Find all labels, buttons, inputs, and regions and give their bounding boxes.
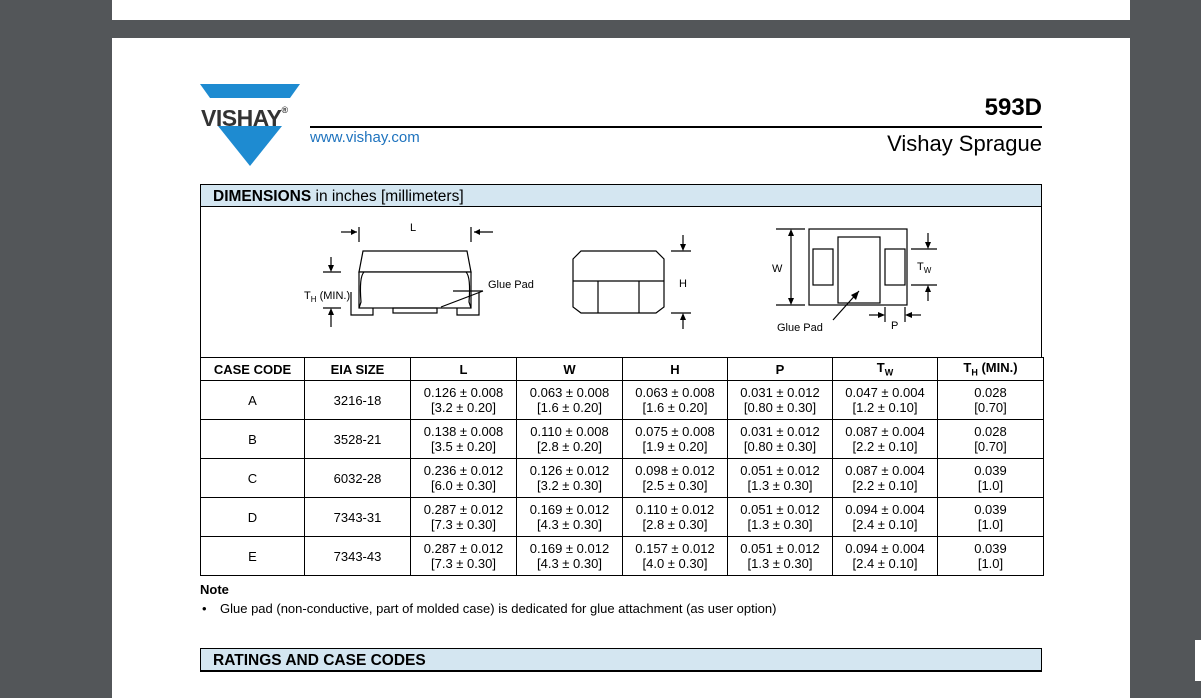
- label-glue-pad-side: Glue Pad: [488, 279, 534, 291]
- logo-wordmark: VISHAY®: [201, 105, 288, 131]
- table-row: [201, 498, 1044, 537]
- table-cell: 0.098 ± 0.012 [2.5 ± 0.30]: [623, 459, 728, 498]
- ratings-section-title: RATINGS AND CASE CODES: [200, 648, 1042, 671]
- previous-page: [112, 0, 1130, 20]
- table-cell: B: [201, 420, 305, 459]
- table-cell: 6032-28: [305, 459, 411, 498]
- table-cell: 0.287 ± 0.012 [7.3 ± 0.30]: [411, 537, 517, 576]
- table-cell: 0.039 [1.0]: [938, 459, 1044, 498]
- table-cell: 0.039 [1.0]: [938, 498, 1044, 537]
- table-cell: 0.087 ± 0.004 [2.2 ± 0.10]: [833, 459, 938, 498]
- scrollbar-thumb[interactable]: [1195, 640, 1201, 681]
- table-cell: D: [201, 498, 305, 537]
- table-row: [201, 459, 1044, 498]
- table-cell: 0.138 ± 0.008 [3.5 ± 0.20]: [411, 420, 517, 459]
- label-th-min: $T_H$ (MIN.): [304, 290, 351, 304]
- table-cell: 7343-43: [305, 537, 411, 576]
- table-cell: 0.031 ± 0.012 [0.80 ± 0.30]: [728, 381, 833, 420]
- column-header: W: [517, 358, 623, 381]
- table-cell: 0.039 [1.0]: [938, 537, 1044, 576]
- table-cell: 7343-31: [305, 498, 411, 537]
- table-row: [201, 420, 1044, 459]
- table-cell: 0.047 ± 0.004 [1.2 ± 0.10]: [833, 381, 938, 420]
- dimension-drawing: [201, 207, 1043, 357]
- table-cell: 0.169 ± 0.012 [4.3 ± 0.30]: [517, 498, 623, 537]
- table-cell: 0.063 ± 0.008 [1.6 ± 0.20]: [623, 381, 728, 420]
- table-cell: 0.169 ± 0.012 [4.3 ± 0.30]: [517, 537, 623, 576]
- dimensions-section-title: DIMENSIONS in inches [millimeters]: [200, 184, 1042, 207]
- table-cell: 0.075 ± 0.008 [1.9 ± 0.20]: [623, 420, 728, 459]
- label-W: W: [772, 263, 783, 275]
- table-cell: 3528-21: [305, 420, 411, 459]
- note-title: Note: [200, 582, 229, 597]
- table-cell: 0.126 ± 0.012 [3.2 ± 0.30]: [517, 459, 623, 498]
- document-page: [112, 38, 1130, 698]
- column-header: $T_W$: [833, 358, 938, 381]
- note-item: • Glue pad (non-conductive, part of molded case) is dedicated for glue attachment (as user option): [202, 601, 777, 616]
- column-header: CASE CODE: [201, 358, 305, 381]
- table-cell: 0.028 [0.70]: [938, 420, 1044, 459]
- column-header: EIA SIZE: [305, 358, 411, 381]
- table-cell: 0.094 ± 0.004 [2.4 ± 0.10]: [833, 537, 938, 576]
- table-cell: 0.126 ± 0.008 [3.2 ± 0.20]: [411, 381, 517, 420]
- table-cell: 0.094 ± 0.004 [2.4 ± 0.10]: [833, 498, 938, 537]
- table-header-row: [201, 358, 1044, 381]
- table-row: [201, 381, 1044, 420]
- table-cell: 0.031 ± 0.012 [0.80 ± 0.30]: [728, 420, 833, 459]
- label-tw: $T_W$: [917, 261, 932, 275]
- table-cell: 0.051 ± 0.012 [1.3 ± 0.30]: [728, 498, 833, 537]
- dimensions-figure: [200, 207, 1042, 357]
- column-header: P: [728, 358, 833, 381]
- label-L: L: [410, 222, 417, 234]
- table-cell: 0.236 ± 0.012 [6.0 ± 0.30]: [411, 459, 517, 498]
- ratings-table-top: [200, 671, 1042, 672]
- table-cell: 0.157 ± 0.012 [4.0 ± 0.30]: [623, 537, 728, 576]
- table-cell: 0.028 [0.70]: [938, 381, 1044, 420]
- table-cell: 0.051 ± 0.012 [1.3 ± 0.30]: [728, 459, 833, 498]
- column-header: L: [411, 358, 517, 381]
- column-header: $T_H$ (MIN.): [938, 358, 1044, 381]
- label-glue-pad-bottom: Glue Pad: [777, 322, 823, 334]
- table-cell: C: [201, 459, 305, 498]
- website-link[interactable]: www.vishay.com: [310, 129, 420, 146]
- table-cell: E: [201, 537, 305, 576]
- column-header: H: [623, 358, 728, 381]
- document-number: 593D: [984, 94, 1042, 121]
- label-H: H: [679, 278, 687, 290]
- document-subtitle: Vishay Sprague: [887, 131, 1042, 156]
- table-row: [201, 537, 1044, 576]
- table-cell: 0.110 ± 0.008 [2.8 ± 0.20]: [517, 420, 623, 459]
- table-cell: 3216-18: [305, 381, 411, 420]
- label-P: P: [891, 320, 899, 332]
- table-cell: 0.287 ± 0.012 [7.3 ± 0.30]: [411, 498, 517, 537]
- header-rule: [310, 126, 1042, 128]
- table-cell: 0.110 ± 0.012 [2.8 ± 0.30]: [623, 498, 728, 537]
- dimensions-table: [200, 357, 1044, 576]
- table-cell: A: [201, 381, 305, 420]
- table-cell: 0.051 ± 0.012 [1.3 ± 0.30]: [728, 537, 833, 576]
- table-cell: 0.087 ± 0.004 [2.2 ± 0.10]: [833, 420, 938, 459]
- table-cell: 0.063 ± 0.008 [1.6 ± 0.20]: [517, 381, 623, 420]
